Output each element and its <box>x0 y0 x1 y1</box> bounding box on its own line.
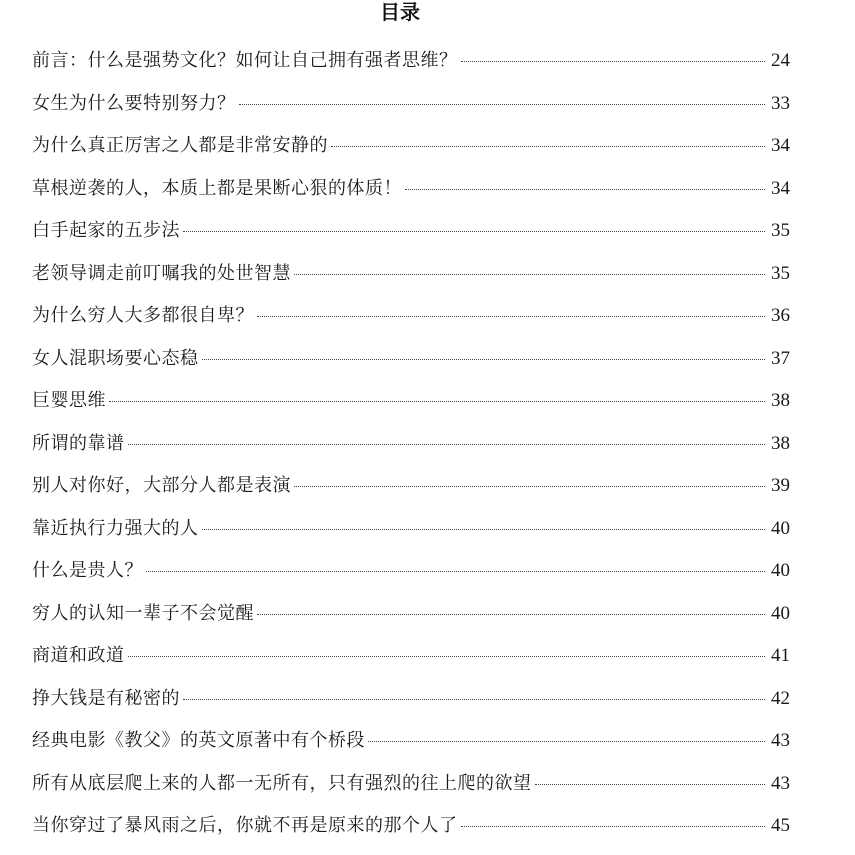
toc-entry[interactable] <box>32 763 790 806</box>
toc-entry[interactable] <box>32 550 790 593</box>
toc-entry[interactable] <box>32 635 790 678</box>
toc-entry-title[interactable]: 白手起家的五步法 <box>32 220 180 241</box>
toc-dot-leader <box>128 444 766 445</box>
toc-entry[interactable] <box>32 678 790 721</box>
toc-entry-title[interactable]: 巨婴思维 <box>32 390 106 411</box>
toc-entry-title[interactable]: 什么是贵人？ <box>32 560 143 581</box>
toc-dot-leader <box>202 359 766 360</box>
toc-page-number[interactable]: 37 <box>771 347 790 369</box>
toc-entry[interactable] <box>32 508 790 551</box>
toc-entry[interactable] <box>32 465 790 508</box>
toc-dot-leader <box>128 656 766 657</box>
toc-page-number[interactable]: 40 <box>771 602 790 624</box>
toc-entry[interactable] <box>32 168 790 211</box>
toc-list <box>32 40 790 848</box>
toc-entry-title[interactable]: 经典电影《教父》的英文原著中有个桥段 <box>32 730 365 751</box>
toc-dot-leader <box>109 401 765 402</box>
toc-dot-leader <box>368 741 765 742</box>
toc-dot-leader <box>257 316 765 317</box>
toc-entry[interactable] <box>32 253 790 296</box>
toc-dot-leader <box>294 486 765 487</box>
toc-page-number[interactable]: 40 <box>771 560 790 581</box>
toc-page-number[interactable]: 41 <box>771 645 790 666</box>
toc-entry[interactable] <box>32 40 790 83</box>
toc-page-number[interactable]: 40 <box>771 517 790 539</box>
toc-entry[interactable] <box>32 338 790 381</box>
toc-page-number[interactable]: 33 <box>771 92 790 114</box>
toc-page-number[interactable]: 36 <box>771 305 790 326</box>
toc-entry-title[interactable]: 前言：什么是强势文化？如何让自己拥有强者思维？ <box>32 50 458 71</box>
toc-page-number[interactable]: 38 <box>771 390 790 411</box>
toc-entry[interactable] <box>32 380 790 423</box>
toc-dot-leader <box>294 274 765 275</box>
toc-page-number[interactable]: 34 <box>771 177 790 199</box>
toc-page-number[interactable]: 38 <box>771 432 790 454</box>
toc-entry-title[interactable]: 当你穿过了暴风雨之后，你就不再是原来的那个人了 <box>32 815 458 836</box>
toc-entry[interactable] <box>32 805 790 848</box>
toc-page-number[interactable]: 45 <box>771 815 790 836</box>
toc-dot-leader <box>461 61 766 62</box>
toc-entry-title[interactable]: 商道和政道 <box>32 645 125 666</box>
toc-dot-leader <box>405 189 765 190</box>
toc-entry[interactable] <box>32 210 790 253</box>
toc-entry[interactable] <box>32 295 790 338</box>
toc-entry-title[interactable]: 为什么真正厉害之人都是非常安静的 <box>32 135 328 156</box>
toc-entry-title[interactable]: 别人对你好，大部分人都是表演 <box>32 475 291 496</box>
toc-dot-leader <box>202 529 766 530</box>
toc-page-number[interactable]: 34 <box>771 135 790 156</box>
toc-dot-leader <box>146 571 765 572</box>
toc-page-number[interactable]: 35 <box>771 220 790 241</box>
toc-dot-leader <box>331 146 765 147</box>
toc-entry[interactable] <box>32 125 790 168</box>
toc-dot-leader <box>535 784 766 785</box>
toc-entry-title[interactable]: 靠近执行力强大的人 <box>32 517 199 539</box>
toc-entry[interactable] <box>32 423 790 466</box>
toc-page-number[interactable]: 35 <box>771 262 790 284</box>
toc-entry-title[interactable]: 所谓的靠谱 <box>32 432 125 454</box>
toc-entry[interactable] <box>32 83 790 126</box>
toc-entry[interactable] <box>32 593 790 636</box>
toc-page-number[interactable]: 24 <box>771 50 790 71</box>
toc-entry-title[interactable]: 为什么穷人大多都很自卑？ <box>32 305 254 326</box>
toc-entry-title[interactable]: 穷人的认知一辈子不会觉醒 <box>32 602 254 624</box>
toc-page-number[interactable]: 43 <box>771 772 790 794</box>
toc-entry-title[interactable]: 所有从底层爬上来的人都一无所有，只有强烈的往上爬的欲望 <box>32 772 532 794</box>
toc-entry-title[interactable]: 草根逆袭的人，本质上都是果断心狠的体质！ <box>32 177 402 199</box>
toc-title: 目录 <box>380 0 420 24</box>
toc-dot-leader <box>183 231 765 232</box>
toc-entry-title[interactable]: 老领导调走前叮嘱我的处世智慧 <box>32 262 291 284</box>
toc-entry-title[interactable]: 挣大钱是有秘密的 <box>32 687 180 709</box>
toc-entry-title[interactable]: 女生为什么要特别努力？ <box>32 92 236 114</box>
toc-dot-leader <box>461 826 766 827</box>
toc-dot-leader <box>239 104 766 105</box>
toc-page-number[interactable]: 42 <box>771 687 790 709</box>
toc-dot-leader <box>257 614 765 615</box>
toc-entry[interactable] <box>32 720 790 763</box>
toc-dot-leader <box>183 699 765 700</box>
toc-page-number[interactable]: 39 <box>771 475 790 496</box>
toc-page-number[interactable]: 43 <box>771 730 790 751</box>
toc-entry-title[interactable]: 女人混职场要心态稳 <box>32 347 199 369</box>
